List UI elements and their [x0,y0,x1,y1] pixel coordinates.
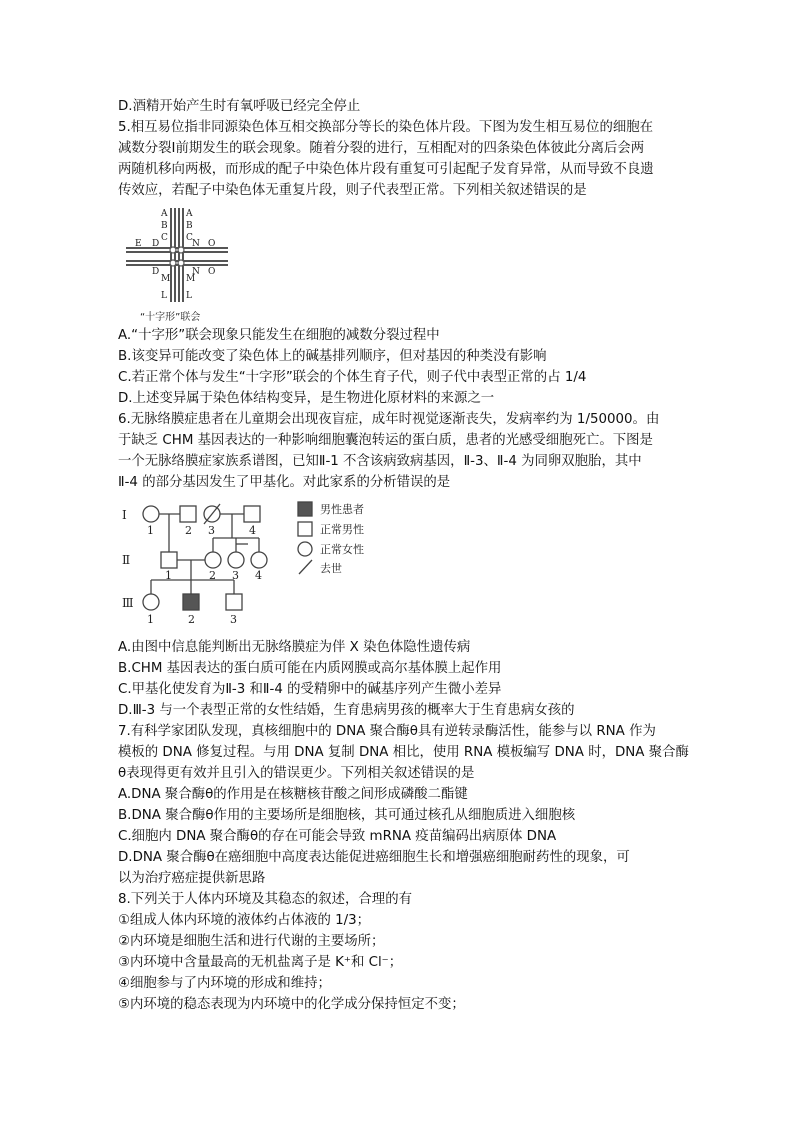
question-8-stem: 8.下列关于人体内环境及其稳态的叙述，合理的有 [118,892,412,907]
option-6d: D.Ⅲ-3 与一个表型正常的女性结婚，生育患病男孩的概率大于生育患病女孩的 [118,703,575,718]
question-5-stem: 减数分裂Ⅰ前期发生的联会现象。随着分裂的进行，互相配对的四条染色体彼此分离后会两 [118,141,645,156]
gen1-num-1: 1 [147,524,154,537]
legend-normal-female: 正常女性 [320,543,364,556]
letter-d: D [152,239,160,249]
letter-d-left-bottom: D [152,267,160,277]
statement-3: ③内环境中含量最高的无机盐离子是 K⁺和 Cl⁻； [118,955,403,970]
cross-synapsis-figure [122,204,232,328]
gen3-num-1: 1 [147,613,154,626]
letter-n-top: N [192,239,200,249]
question-6-stem: 6.无脉络膜症患者在儿童期会出现夜盲症，成年时视觉逐渐丧失，发病率约为 1/50000。由 [118,412,660,427]
option-5d: D.上述变异属于染色体结构变异，是生物进化原材料的来源之一 [118,391,495,406]
text-line: D.酒精开始产生时有氧呼吸已经完全停止 [118,99,361,114]
question-6-stem: Ⅱ-4 的部分基因发生了甲基化。对此家系的分析错误的是 [118,475,451,490]
option-5c: C.若正常个体与发生“十字形”联会的个体生育子代，则子代中表型正常的占 1/4 [118,370,587,385]
gen1-num-4: 4 [249,524,256,537]
question-5-stem: 传效应，若配子中染色体无重复片段，则子代表型正常。下列相关叙述错误的是 [118,183,587,198]
option-6c: C.甲基化使发育为Ⅱ-3 和Ⅱ-4 的受精卵中的碱基序列产生微小差异 [118,682,502,697]
gen2-num-4: 4 [255,569,262,582]
gen3-num-3: 3 [230,613,237,626]
letter-o-bottom: O [208,267,216,277]
letter-l-right: L [186,291,192,301]
statement-4: ④细胞参与了内环境的形成和维持； [118,976,331,991]
question-5-stem: 5.相互易位指非同源染色体互相交换部分等长的染色体片段。下图为发生相互易位的细胞在 [118,120,654,135]
option-5b: B.该变异可能改变了染色体上的碱基排列顺序，但对基因的种类没有影响 [118,349,547,364]
question-5-stem: 两随机移向两极，而形成的配子中染色体片段有重复可引起配子发育异常，从而导致不良遗 [118,162,654,177]
letter-a-right: A [186,209,193,219]
letter-c-left: C [161,233,168,243]
letter-o-top: O [208,239,216,249]
letter-a-left: A [161,209,168,219]
letter-b-left: B [161,221,168,231]
letter-m-right: M [186,274,196,284]
gen1-num-3: 3 [208,524,215,537]
question-7-stem: 7.有科学家团队发现，真核细胞中的 DNA 聚合酶θ具有逆转录酶活性，能参与以 RNA 作为 [118,724,656,739]
legend-affected-male: 男性患者 [320,503,364,516]
pedigree-figure [118,498,398,628]
gen1-num-2: 2 [185,524,192,537]
option-6a: A.由图中信息能判断出无脉络膜症为伴 X 染色体隐性遗传病 [118,640,471,655]
gen2-num-3: 3 [232,569,239,582]
gen-label-1: Ⅰ [122,508,127,522]
gen2-num-2: 2 [209,569,216,582]
option-6b: B.CHM 基因表达的蛋白质可能在内质网膜或高尔基体膜上起作用 [118,661,502,676]
option-7a: A.DNA 聚合酶θ的作用是在核糖核苷酸之间形成磷酸二酯键 [118,787,468,802]
option-7c: C.细胞内 DNA 聚合酶θ的存在可能会导致 mRNA 疫苗编码出病原体 DNA [118,829,557,844]
gen2-num-1: 1 [165,569,172,582]
letter-b-right: B [186,221,193,231]
gen-label-3: Ⅲ [122,596,134,610]
option-5a: A.“十字形”联会现象只能发生在细胞的减数分裂过程中 [118,328,440,343]
letter-e: E [135,239,142,249]
statement-1: ①组成人体内环境的液体约占体液的 1/3； [118,913,371,928]
legend-normal-male: 正常男性 [320,523,364,536]
figure-caption: “十字形”联会 [140,312,201,323]
legend-deceased: 去世 [320,562,342,575]
statement-5: ⑤内环境的稳态表现为内环境中的化学成分保持恒定不变； [118,997,465,1012]
question-7-stem: θ表现得更有效并且引入的错误更少。下列相关叙述错误的是 [118,766,475,781]
question-6-stem: 一个无脉络膜症家族系谱图，已知Ⅱ-1 不含该病致病基因，Ⅱ-3、Ⅱ-4 为同卵双胞胎，其中 [118,454,642,469]
gen-label-2: Ⅱ [122,553,131,567]
option-7b: B.DNA 聚合酶θ作用的主要场所是细胞核，其可通过核孔从细胞质进入细胞核 [118,808,576,823]
statement-2: ②内环境是细胞生活和进行代谢的主要场所； [118,934,385,949]
option-7d: D.DNA 聚合酶θ在癌细胞中高度表达能促进癌细胞生长和增强癌细胞耐药性的现象，可 [118,850,630,865]
gen3-num-2: 2 [188,613,195,626]
letter-l-bottom: L [161,291,167,301]
question-6-stem: 于缺乏 CHM 基因表达的一种影响细胞囊泡转运的蛋白质，患者的光感受细胞死亡。下图是 [118,433,653,448]
option-7d-cont: 以为治疗癌症提供新思路 [118,871,266,886]
letter-c-right: C [186,233,193,243]
letter-m-bottom: M [161,274,171,284]
question-7-stem: 模板的 DNA 修复过程。与用 DNA 复制 DNA 相比，使用 RNA 模板编写 DNA 时，DNA 聚合酶 [118,745,689,760]
letter-n-bottom: N [192,267,200,277]
